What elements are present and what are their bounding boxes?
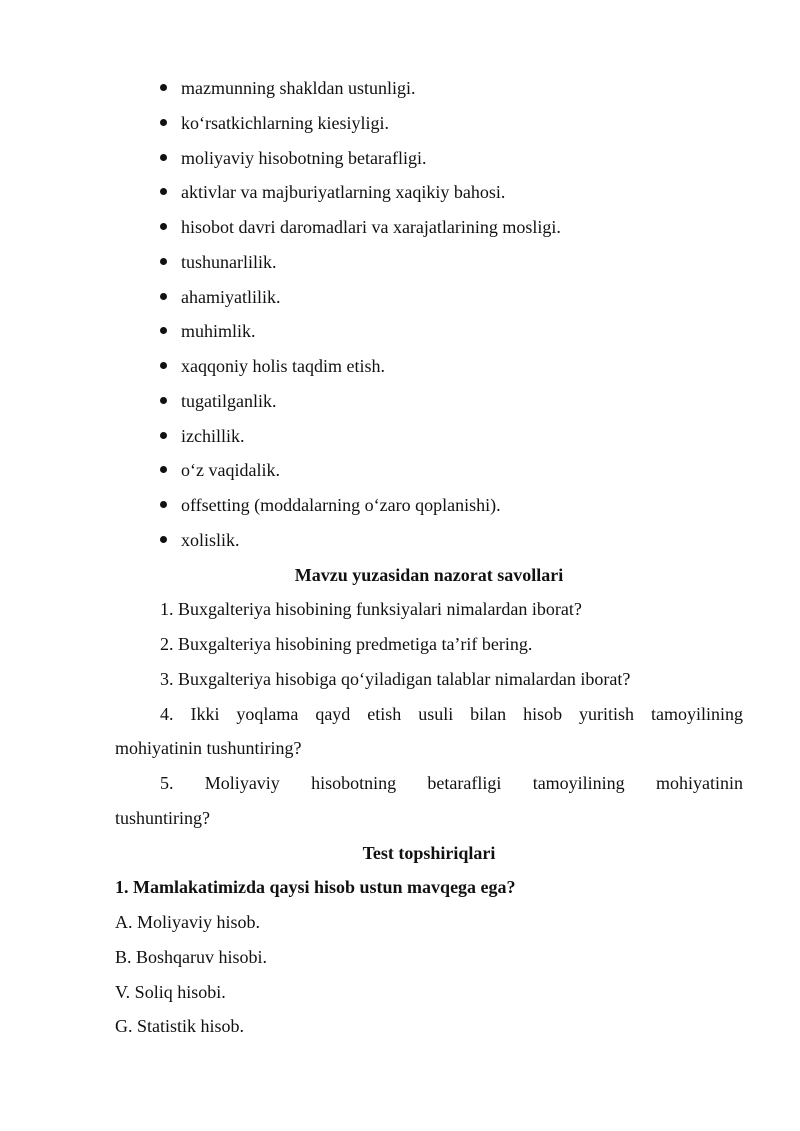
list-item-text: ahamiyatlilik.: [181, 287, 281, 307]
test-option-v: V. Soliq hisobi.: [115, 982, 226, 1002]
bullet-icon: [160, 119, 167, 126]
bullet-icon: [160, 223, 167, 230]
list-item-text: hisobot davri daromadlari va xarajatlarining mosligi.: [181, 217, 561, 237]
test-question-1: 1. Mamlakatimizda qaysi hisob ustun mavqega ega?: [115, 877, 516, 897]
control-question-4-line-1: 4. Ikki yoqlama qayd etish usuli bilan hisob yuritish tamoyilining: [160, 704, 743, 724]
section-heading-tests: Test topshiriqlari: [362, 843, 496, 863]
bullet-icon: [160, 258, 167, 265]
list-item-text: aktivlar va majburiyatlarning xaqikiy bahosi.: [181, 182, 506, 202]
control-question-4-line-2: mohiyatinin tushuntiring?: [115, 738, 302, 758]
test-option-a: A. Moliyaviy hisob.: [115, 912, 261, 932]
bullet-icon: [160, 84, 167, 91]
list-item-text: xolislik.: [181, 530, 240, 550]
bullet-icon: [160, 293, 167, 300]
list-item-text: tugatilganlik.: [181, 391, 277, 411]
bullet-icon: [160, 397, 167, 404]
bullet-icon: [160, 154, 167, 161]
bullet-icon: [160, 466, 167, 473]
list-item-text: muhimlik.: [181, 321, 256, 341]
test-option-g: G. Statistik hisob.: [115, 1016, 245, 1036]
list-item-text: tushunarlilik.: [181, 252, 277, 272]
control-question-3: 3. Buxgalteriya hisobiga qo‘yiladigan talablar nimalardan iborat?: [160, 669, 631, 689]
bullet-icon: [160, 432, 167, 439]
test-option-b: B. Boshqaruv hisobi.: [115, 947, 268, 967]
list-item-text: xaqqoniy holis taqdim etish.: [181, 356, 385, 376]
bullet-icon: [160, 536, 167, 543]
list-item-text: moliyaviy hisobotning betarafligi.: [181, 148, 427, 168]
bullet-icon: [160, 362, 167, 369]
list-item-text: mazmunning shakldan ustunligi.: [181, 78, 416, 98]
list-item-text: o‘z vaqidalik.: [181, 460, 280, 480]
bullet-icon: [160, 327, 167, 334]
control-question-1: 1. Buxgalteriya hisobining funksiyalari nimalardan iborat?: [160, 599, 582, 619]
section-heading-control-questions: Mavzu yuzasidan nazorat savollari: [294, 565, 564, 585]
control-question-5-line-1: 5. Moliyaviy hisobotning betarafligi tamoyilining mohiyatinin: [160, 773, 743, 793]
list-item-text: izchillik.: [181, 426, 245, 446]
control-question-5-line-2: tushuntiring?: [115, 808, 210, 828]
list-item-text: ko‘rsatkichlarning kiesiyligi.: [181, 113, 389, 133]
bullet-icon: [160, 501, 167, 508]
bullet-icon: [160, 188, 167, 195]
control-question-2: 2. Buxgalteriya hisobining predmetiga ta’rif bering.: [160, 634, 533, 654]
list-item-text: offsetting (moddalarning o‘zaro qoplanishi).: [181, 495, 501, 515]
